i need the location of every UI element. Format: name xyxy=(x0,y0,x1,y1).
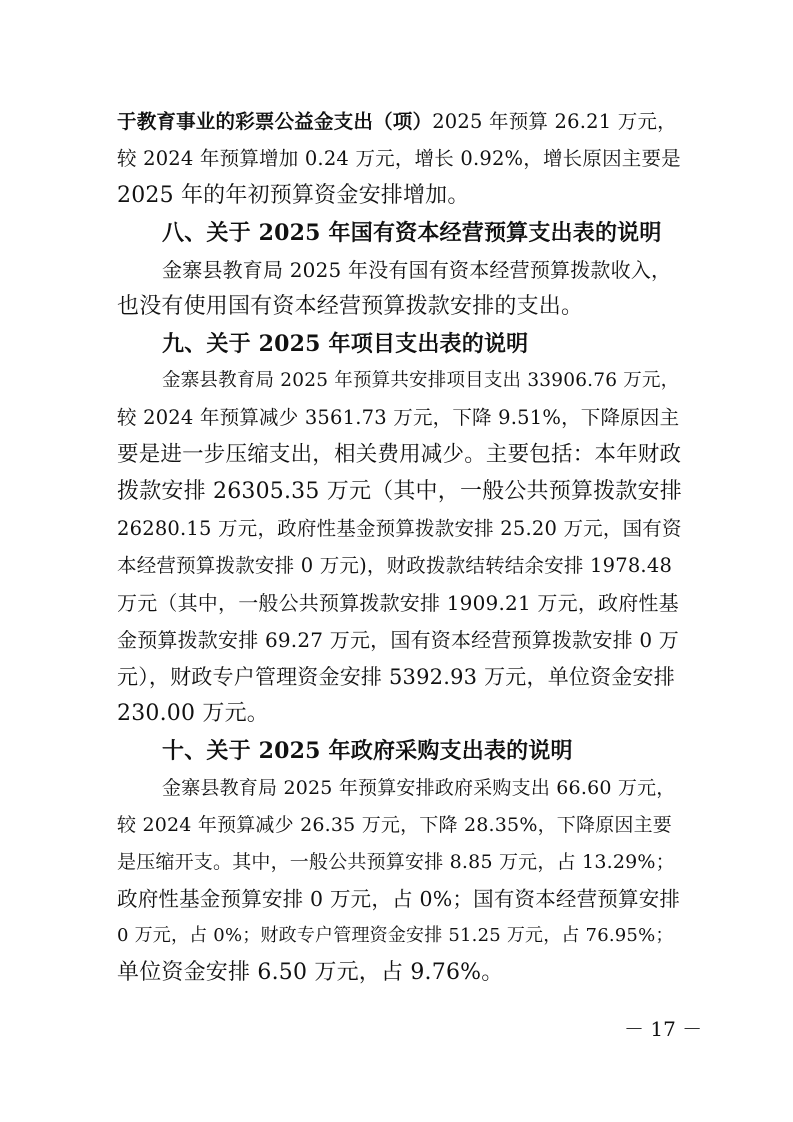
paragraph-line: 政府性基金预算安排 0 万元，占 0%；国有资本经营预算安排 xyxy=(117,887,681,911)
paragraph-line: 26280.15 万元，政府性基金预算拨款安排 25.20 万元，国有资 xyxy=(117,517,682,540)
paragraph-line xyxy=(117,104,677,140)
paragraph-line: 金寨县教育局 2025 年预算安排政府采购支出 66.60 万元， xyxy=(162,777,676,799)
section-heading-10: 十、关于 2025 年政府采购支出表的说明 xyxy=(162,738,573,764)
section-heading-9: 九、关于 2025 年项目支出表的说明 xyxy=(162,331,529,357)
page-number: － 17 － xyxy=(624,1017,703,1041)
paragraph-line: 较 2024 年预算减少 3561.73 万元，下降 9.51%，下降原因主 xyxy=(117,406,680,429)
paragraph-line: 万元（其中，一般公共预算拨款安排 1909.21 万元，政府性基 xyxy=(117,591,679,615)
section-heading-8: 八、关于 2025 年国有资本经营预算支出表的说明 xyxy=(162,220,662,246)
paragraph-line: 230.00 万元。 xyxy=(117,701,269,726)
paragraph-line: 单位资金安排 6.50 万元，占 9.76%。 xyxy=(117,960,504,985)
paragraph-line: 2025 年的年初预算资金安排增加。 xyxy=(117,183,470,208)
paragraph-line: 元），财政专户管理资金安排 5392.93 万元，单位资金安排 xyxy=(117,665,675,689)
paragraph-line: 金预算拨款安排 69.27 万元，国有资本经营预算拨款安排 0 万 xyxy=(117,628,680,652)
paragraph-line: 较 2024 年预算增加 0.24 万元，增长 0.92%，增长原因主要是 xyxy=(117,147,681,170)
line-text: 2025 年预算 26.21 万元， xyxy=(432,110,677,133)
paragraph-line: 本经营预算拨款安排 0 万元)，财政拨款结转结余安排 1978.48 xyxy=(117,554,673,577)
paragraph-line: 拨款安排 26305.35 万元（其中，一般公共预算拨款安排 xyxy=(117,479,682,504)
bold-item-label: 于教育事业的彩票公益金支出（项） xyxy=(117,110,433,133)
paragraph-line: 是压缩开支。其中，一般公共预算安排 8.85 万元，占 13.29%； xyxy=(117,851,675,873)
paragraph-line: 金寨县教育局 2025 年预算共安排项目支出 33906.76 万元， xyxy=(162,370,680,391)
paragraph-line: 0 万元，占 0%；财政专户管理资金安排 51.25 万元，占 76.95%； xyxy=(117,925,674,946)
paragraph-line: 也没有使用国有资本经营预算拨款安排的支出。 xyxy=(117,294,584,319)
paragraph-line: 金寨县教育局 2025 年没有国有资本经营预算拨款收入， xyxy=(162,258,672,282)
paragraph-line: 要是进一步压缩支出，相关费用减少。主要包括：本年财政 xyxy=(117,442,682,467)
paragraph-line: 较 2024 年预算减少 26.35 万元，下降 28.35%，下降原因主要 xyxy=(117,814,672,836)
